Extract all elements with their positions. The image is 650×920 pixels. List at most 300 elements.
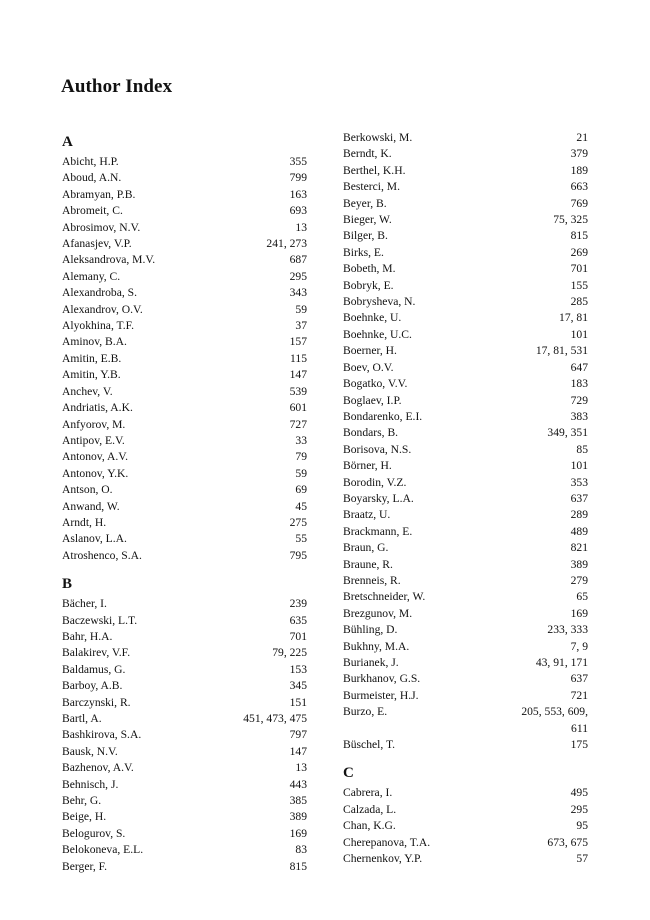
author-name: Anchev, V. bbox=[62, 384, 113, 398]
index-entry bbox=[343, 655, 588, 671]
page-numbers-line: 79, 225 bbox=[272, 646, 307, 660]
page-numbers-line: 389 bbox=[570, 557, 588, 571]
page-numbers bbox=[571, 785, 588, 801]
author-name: Boehnke, U.C. bbox=[343, 327, 412, 341]
page-numbers bbox=[290, 154, 307, 170]
page-numbers bbox=[290, 695, 307, 711]
author-name: Cabrera, I. bbox=[343, 786, 393, 800]
page-numbers bbox=[295, 318, 307, 334]
author-name: Besterci, M. bbox=[343, 180, 400, 194]
page-numbers bbox=[571, 409, 588, 425]
page-numbers bbox=[290, 170, 307, 186]
page-numbers-line: 611 bbox=[571, 721, 588, 735]
index-entry bbox=[343, 851, 588, 867]
page-numbers bbox=[576, 851, 588, 867]
author-name: Amitin, E.B. bbox=[62, 351, 122, 365]
author-name: Beige, H. bbox=[62, 810, 107, 824]
index-entry bbox=[343, 458, 588, 474]
page-numbers bbox=[571, 737, 588, 753]
page-numbers-line: 539 bbox=[289, 384, 307, 398]
page-numbers bbox=[290, 334, 307, 350]
page-numbers-line: 7, 9 bbox=[570, 639, 588, 653]
page-numbers bbox=[571, 327, 588, 343]
page-numbers bbox=[576, 818, 588, 834]
index-entry bbox=[343, 491, 588, 507]
page-numbers-line: 163 bbox=[289, 187, 307, 201]
index-entry bbox=[343, 507, 588, 523]
index-entry bbox=[343, 540, 588, 556]
page-numbers bbox=[571, 376, 588, 392]
page-numbers-line: 241, 273 bbox=[266, 237, 307, 251]
page-numbers bbox=[290, 826, 307, 842]
index-entry bbox=[62, 826, 307, 842]
page-numbers-line: 153 bbox=[289, 662, 307, 676]
index-entry bbox=[343, 688, 588, 704]
page-numbers-line: 637 bbox=[570, 491, 588, 505]
index-entry bbox=[62, 203, 307, 219]
index-entry bbox=[62, 548, 307, 564]
page-numbers bbox=[571, 802, 588, 818]
index-entry bbox=[62, 334, 307, 350]
author-name: Bausk, N.V. bbox=[62, 744, 118, 758]
index-entry bbox=[343, 622, 588, 638]
author-name: Abicht, H.P. bbox=[62, 155, 119, 168]
page-numbers-line: 353 bbox=[570, 475, 588, 489]
author-name: Beyer, B. bbox=[343, 196, 387, 210]
page-numbers-line: 79 bbox=[295, 450, 307, 464]
author-name: Chan, K.G. bbox=[343, 819, 396, 833]
page-numbers bbox=[553, 212, 588, 228]
section-letter: C bbox=[343, 765, 354, 782]
page-numbers-line: 85 bbox=[576, 442, 588, 456]
page-numbers bbox=[295, 842, 307, 858]
page-numbers-line: 55 bbox=[295, 532, 307, 546]
index-entry bbox=[62, 793, 307, 809]
author-name: Afanasjev, V.P. bbox=[62, 237, 132, 251]
index-entry bbox=[343, 785, 588, 801]
page-numbers bbox=[290, 662, 307, 678]
author-name: Birks, E. bbox=[343, 245, 384, 259]
author-name: Anwand, W. bbox=[62, 499, 120, 513]
page-numbers-line: 101 bbox=[570, 327, 588, 341]
index-entry bbox=[343, 409, 588, 425]
index-column-right bbox=[343, 130, 588, 867]
page-numbers-line: 285 bbox=[570, 295, 588, 309]
page-numbers bbox=[295, 302, 307, 318]
author-name: Anfyorov, M. bbox=[62, 417, 126, 431]
page-numbers bbox=[290, 400, 307, 416]
page-numbers-line: 21 bbox=[576, 131, 588, 144]
author-name: Braatz, U. bbox=[343, 508, 391, 522]
page-numbers-line: 95 bbox=[576, 819, 588, 833]
page-numbers bbox=[571, 261, 588, 277]
page-numbers-line: 289 bbox=[570, 508, 588, 522]
index-entry bbox=[343, 327, 588, 343]
page-numbers-line: 269 bbox=[570, 245, 588, 259]
page-numbers-line: 443 bbox=[289, 777, 307, 791]
page-numbers bbox=[295, 531, 307, 547]
index-entry bbox=[343, 639, 588, 655]
page-numbers-line: 769 bbox=[570, 196, 588, 210]
page-numbers-line: 13 bbox=[295, 761, 307, 775]
index-entry bbox=[62, 236, 307, 252]
index-entry bbox=[343, 343, 588, 359]
author-name: Cherepanova, T.A. bbox=[343, 835, 431, 849]
page-numbers-line: 147 bbox=[289, 744, 307, 758]
author-name: Barboy, A.B. bbox=[62, 679, 123, 693]
author-name: Bühling, D. bbox=[343, 623, 398, 637]
author-name: Barczynski, R. bbox=[62, 695, 131, 709]
page-numbers bbox=[571, 228, 588, 244]
page-numbers-line: 815 bbox=[289, 859, 307, 873]
page-numbers-line: 279 bbox=[570, 573, 588, 587]
page-numbers-line: 155 bbox=[570, 278, 588, 292]
index-entry bbox=[62, 613, 307, 629]
page-numbers bbox=[547, 622, 588, 638]
page-numbers-line: 647 bbox=[570, 360, 588, 374]
page-numbers-line: 205, 553, 609, bbox=[521, 705, 588, 719]
author-name: Borisova, N.S. bbox=[343, 442, 412, 456]
index-entry bbox=[62, 859, 307, 875]
index-entry bbox=[62, 809, 307, 825]
index-entry bbox=[62, 170, 307, 186]
author-name: Bächer, I. bbox=[62, 597, 107, 611]
page-numbers-line: 635 bbox=[289, 613, 307, 627]
author-name: Belokoneva, E.L. bbox=[62, 843, 144, 857]
author-name: Boglaev, I.P. bbox=[343, 393, 402, 407]
page-numbers-line: 349, 351 bbox=[547, 426, 588, 440]
page-numbers-line: 295 bbox=[570, 802, 588, 816]
page-numbers-line: 379 bbox=[570, 147, 588, 161]
author-name: Bahr, H.A. bbox=[62, 629, 113, 643]
author-name: Antipov, E.V. bbox=[62, 433, 125, 447]
index-entry bbox=[62, 515, 307, 531]
page-numbers bbox=[290, 384, 307, 400]
page-title: Author Index bbox=[61, 76, 173, 97]
index-entry bbox=[62, 482, 307, 498]
index-entry bbox=[343, 818, 588, 834]
index-entry bbox=[62, 727, 307, 743]
author-name: Antonov, A.V. bbox=[62, 450, 129, 464]
page-numbers-line: 275 bbox=[289, 515, 307, 529]
page-numbers-line: 343 bbox=[289, 286, 307, 300]
index-entry bbox=[343, 442, 588, 458]
index-entry bbox=[62, 302, 307, 318]
author-name: Bartl, A. bbox=[62, 712, 102, 725]
page-numbers-line: 799 bbox=[289, 171, 307, 185]
index-entry bbox=[343, 606, 588, 622]
page-numbers bbox=[571, 671, 588, 687]
index-entry bbox=[62, 678, 307, 694]
author-name: Boyarsky, L.A. bbox=[343, 491, 414, 505]
author-name: Bobryk, E. bbox=[343, 278, 394, 292]
index-entry bbox=[62, 596, 307, 612]
index-entry bbox=[62, 384, 307, 400]
index-entry bbox=[343, 360, 588, 376]
page-numbers bbox=[243, 711, 307, 727]
page-numbers-line: 451, 473, 475 bbox=[243, 712, 307, 725]
page-numbers bbox=[290, 285, 307, 301]
page-numbers-line: 345 bbox=[289, 679, 307, 693]
index-entry bbox=[343, 212, 588, 228]
page-numbers-line: 795 bbox=[289, 548, 307, 562]
page-numbers-line: 59 bbox=[295, 302, 307, 316]
page-numbers bbox=[571, 557, 588, 573]
page-numbers bbox=[295, 466, 307, 482]
author-name: Bretschneider, W. bbox=[343, 590, 426, 604]
page-numbers-line: 43, 91, 171 bbox=[535, 656, 588, 669]
author-name: Abramyan, P.B. bbox=[62, 187, 136, 201]
author-name: Aleksandrova, M.V. bbox=[62, 253, 156, 267]
index-entry bbox=[343, 310, 588, 326]
page-numbers-line: 233, 333 bbox=[547, 623, 588, 637]
index-entry bbox=[62, 695, 307, 711]
author-name: Bondars, B. bbox=[343, 426, 399, 440]
index-entry bbox=[343, 573, 588, 589]
index-entry bbox=[343, 261, 588, 277]
page-numbers-line: 693 bbox=[289, 204, 307, 218]
index-entry bbox=[343, 163, 588, 179]
page-numbers bbox=[290, 809, 307, 825]
author-name: Burkhanov, G.S. bbox=[343, 672, 421, 686]
page-numbers-line: 295 bbox=[289, 269, 307, 283]
index-entry bbox=[62, 499, 307, 515]
page-numbers-line: 663 bbox=[570, 180, 588, 194]
author-name: Alemany, C. bbox=[62, 269, 121, 283]
page-numbers-line: 701 bbox=[570, 262, 588, 276]
page-numbers bbox=[571, 393, 588, 409]
page-numbers-line: 59 bbox=[295, 466, 307, 480]
author-name: Belogurov, S. bbox=[62, 826, 126, 840]
author-name: Alyokhina, T.F. bbox=[62, 319, 135, 333]
index-entry bbox=[62, 842, 307, 858]
page-numbers bbox=[571, 458, 588, 474]
author-name: Berkowski, M. bbox=[343, 131, 413, 144]
index-entry bbox=[343, 146, 588, 162]
page-numbers-line: 169 bbox=[289, 826, 307, 840]
author-name: Behnisch, J. bbox=[62, 777, 119, 791]
author-name: Börner, H. bbox=[343, 459, 392, 473]
page-numbers bbox=[571, 573, 588, 589]
index-entry bbox=[343, 425, 588, 441]
index-entry bbox=[343, 737, 588, 753]
page-numbers-line: 115 bbox=[290, 351, 307, 365]
index-entry bbox=[62, 367, 307, 383]
page-numbers-line: 815 bbox=[570, 229, 588, 243]
author-name: Behr, G. bbox=[62, 794, 102, 808]
page-numbers bbox=[571, 179, 588, 195]
page-numbers-line: 83 bbox=[295, 843, 307, 857]
index-entry bbox=[62, 531, 307, 547]
author-name: Aboud, A.N. bbox=[62, 171, 122, 185]
page-numbers bbox=[571, 146, 588, 162]
author-name: Boehnke, U. bbox=[343, 311, 402, 325]
index-entry bbox=[343, 294, 588, 310]
page-numbers-line: 175 bbox=[570, 738, 588, 752]
page-numbers bbox=[571, 606, 588, 622]
author-name: Brenneis, R. bbox=[343, 573, 401, 587]
author-name: Abromeit, C. bbox=[62, 204, 123, 218]
page-numbers bbox=[521, 704, 588, 737]
index-entry bbox=[343, 704, 588, 737]
author-name: Brackmann, E. bbox=[343, 524, 413, 538]
page-numbers-line: 821 bbox=[570, 541, 588, 555]
index-entry bbox=[62, 777, 307, 793]
page-numbers bbox=[536, 343, 588, 359]
author-name: Amitin, Y.B. bbox=[62, 368, 121, 382]
index-entry bbox=[62, 629, 307, 645]
page-numbers bbox=[295, 433, 307, 449]
page-numbers bbox=[571, 245, 588, 261]
page-numbers-line: 45 bbox=[295, 499, 307, 513]
index-entry bbox=[62, 154, 307, 170]
author-name: Burzo, E. bbox=[343, 705, 388, 719]
author-name: Atroshenco, S.A. bbox=[62, 548, 142, 562]
page-numbers bbox=[272, 645, 307, 661]
page-numbers bbox=[290, 187, 307, 203]
page-numbers-line: 355 bbox=[289, 155, 307, 168]
page-numbers-line: 687 bbox=[289, 253, 307, 267]
page-numbers bbox=[290, 678, 307, 694]
page-numbers bbox=[536, 655, 588, 671]
page-numbers-line: 13 bbox=[295, 220, 307, 234]
page-numbers-line: 495 bbox=[570, 786, 588, 800]
author-name: Calzada, L. bbox=[343, 802, 397, 816]
page-numbers-line: 157 bbox=[289, 335, 307, 349]
page-numbers bbox=[571, 294, 588, 310]
index-entry bbox=[343, 179, 588, 195]
page-numbers bbox=[290, 859, 307, 875]
page-numbers bbox=[295, 482, 307, 498]
page-numbers-line: 17, 81, 531 bbox=[535, 344, 588, 358]
page-numbers bbox=[559, 310, 588, 326]
page-numbers bbox=[571, 688, 588, 704]
author-name: Bashkirova, S.A. bbox=[62, 728, 142, 742]
index-entry bbox=[62, 351, 307, 367]
author-name: Aslanov, L.A. bbox=[62, 532, 127, 546]
index-entry bbox=[62, 417, 307, 433]
page-numbers-line: 701 bbox=[289, 629, 307, 643]
page-numbers-line: 383 bbox=[570, 409, 588, 423]
page-numbers bbox=[290, 203, 307, 219]
author-name: Burianek, J. bbox=[343, 656, 399, 669]
page-numbers-line: 37 bbox=[295, 319, 307, 333]
author-name: Antson, O. bbox=[62, 483, 113, 497]
index-entry bbox=[62, 285, 307, 301]
page-numbers bbox=[571, 278, 588, 294]
author-name: Büschel, T. bbox=[343, 738, 396, 752]
page-numbers-line: 385 bbox=[289, 794, 307, 808]
author-name: Aminov, B.A. bbox=[62, 335, 127, 349]
index-entry bbox=[343, 557, 588, 573]
page-numbers bbox=[571, 524, 588, 540]
author-name: Bogatko, V.V. bbox=[343, 377, 408, 391]
index-entry bbox=[62, 433, 307, 449]
page-numbers-line: 17, 81 bbox=[559, 311, 588, 325]
index-entry bbox=[343, 589, 588, 605]
author-name: Andriatis, A.K. bbox=[62, 401, 133, 415]
author-name: Boerner, H. bbox=[343, 344, 397, 358]
page-numbers-line: 151 bbox=[289, 695, 307, 709]
index-entry bbox=[62, 711, 307, 727]
page-numbers bbox=[576, 130, 588, 146]
author-name: Bazhenov, A.V. bbox=[62, 761, 134, 775]
page-numbers-line: 489 bbox=[570, 524, 588, 538]
page-numbers bbox=[571, 491, 588, 507]
index-entry bbox=[62, 220, 307, 236]
author-name: Bieger, W. bbox=[343, 213, 392, 227]
index-entry bbox=[62, 449, 307, 465]
index-entry bbox=[343, 245, 588, 261]
author-name: Burmeister, H.J. bbox=[343, 688, 419, 702]
page-numbers bbox=[290, 793, 307, 809]
author-name: Bondarenko, E.I. bbox=[343, 409, 423, 423]
author-name: Alexandroba, S. bbox=[62, 286, 138, 300]
page-numbers bbox=[290, 367, 307, 383]
page-numbers-line: 65 bbox=[576, 590, 588, 604]
author-name: Bobrysheva, N. bbox=[343, 295, 416, 309]
author-name: Braune, R. bbox=[343, 557, 393, 571]
page-numbers-line: 57 bbox=[576, 852, 588, 866]
index-entry bbox=[62, 466, 307, 482]
author-name: Abrosimov, N.V. bbox=[62, 220, 141, 234]
page-numbers bbox=[290, 351, 307, 367]
author-name: Boev, O.V. bbox=[343, 360, 394, 374]
index-entry bbox=[343, 393, 588, 409]
page-numbers bbox=[547, 425, 588, 441]
page-numbers bbox=[571, 475, 588, 491]
index-entry bbox=[343, 228, 588, 244]
author-name: Baczewski, L.T. bbox=[62, 613, 138, 627]
page-numbers-line: 33 bbox=[295, 433, 307, 447]
page-numbers-line: 189 bbox=[570, 163, 588, 177]
page-numbers bbox=[290, 269, 307, 285]
page-numbers-line: 721 bbox=[570, 688, 588, 702]
index-column-left bbox=[62, 132, 307, 875]
page-numbers-line: 637 bbox=[570, 672, 588, 686]
page-numbers bbox=[295, 499, 307, 515]
index-entry bbox=[343, 196, 588, 212]
author-name: Berger, F. bbox=[62, 859, 108, 873]
index-entry bbox=[62, 252, 307, 268]
page-numbers bbox=[571, 540, 588, 556]
page-numbers-line: 673, 675 bbox=[547, 835, 588, 849]
page-numbers bbox=[266, 236, 307, 252]
page-numbers-line: 729 bbox=[570, 393, 588, 407]
index-entry bbox=[343, 278, 588, 294]
page-numbers bbox=[576, 589, 588, 605]
author-name: Bobeth, M. bbox=[343, 262, 396, 276]
page-numbers bbox=[290, 744, 307, 760]
page-numbers bbox=[290, 629, 307, 645]
index-entry bbox=[62, 744, 307, 760]
index-entry bbox=[62, 645, 307, 661]
page-numbers-line: 727 bbox=[289, 417, 307, 431]
author-name: Baldamus, G. bbox=[62, 662, 126, 676]
page-numbers bbox=[290, 727, 307, 743]
page-numbers bbox=[295, 760, 307, 776]
page-numbers bbox=[571, 196, 588, 212]
page-numbers bbox=[547, 835, 588, 851]
page-numbers bbox=[571, 163, 588, 179]
author-name: Bilger, B. bbox=[343, 229, 388, 243]
author-name: Alexandrov, O.V. bbox=[62, 302, 143, 316]
index-entry bbox=[62, 760, 307, 776]
page-numbers bbox=[295, 449, 307, 465]
index-entry bbox=[62, 187, 307, 203]
page-numbers-line: 389 bbox=[289, 810, 307, 824]
page-numbers bbox=[571, 639, 588, 655]
